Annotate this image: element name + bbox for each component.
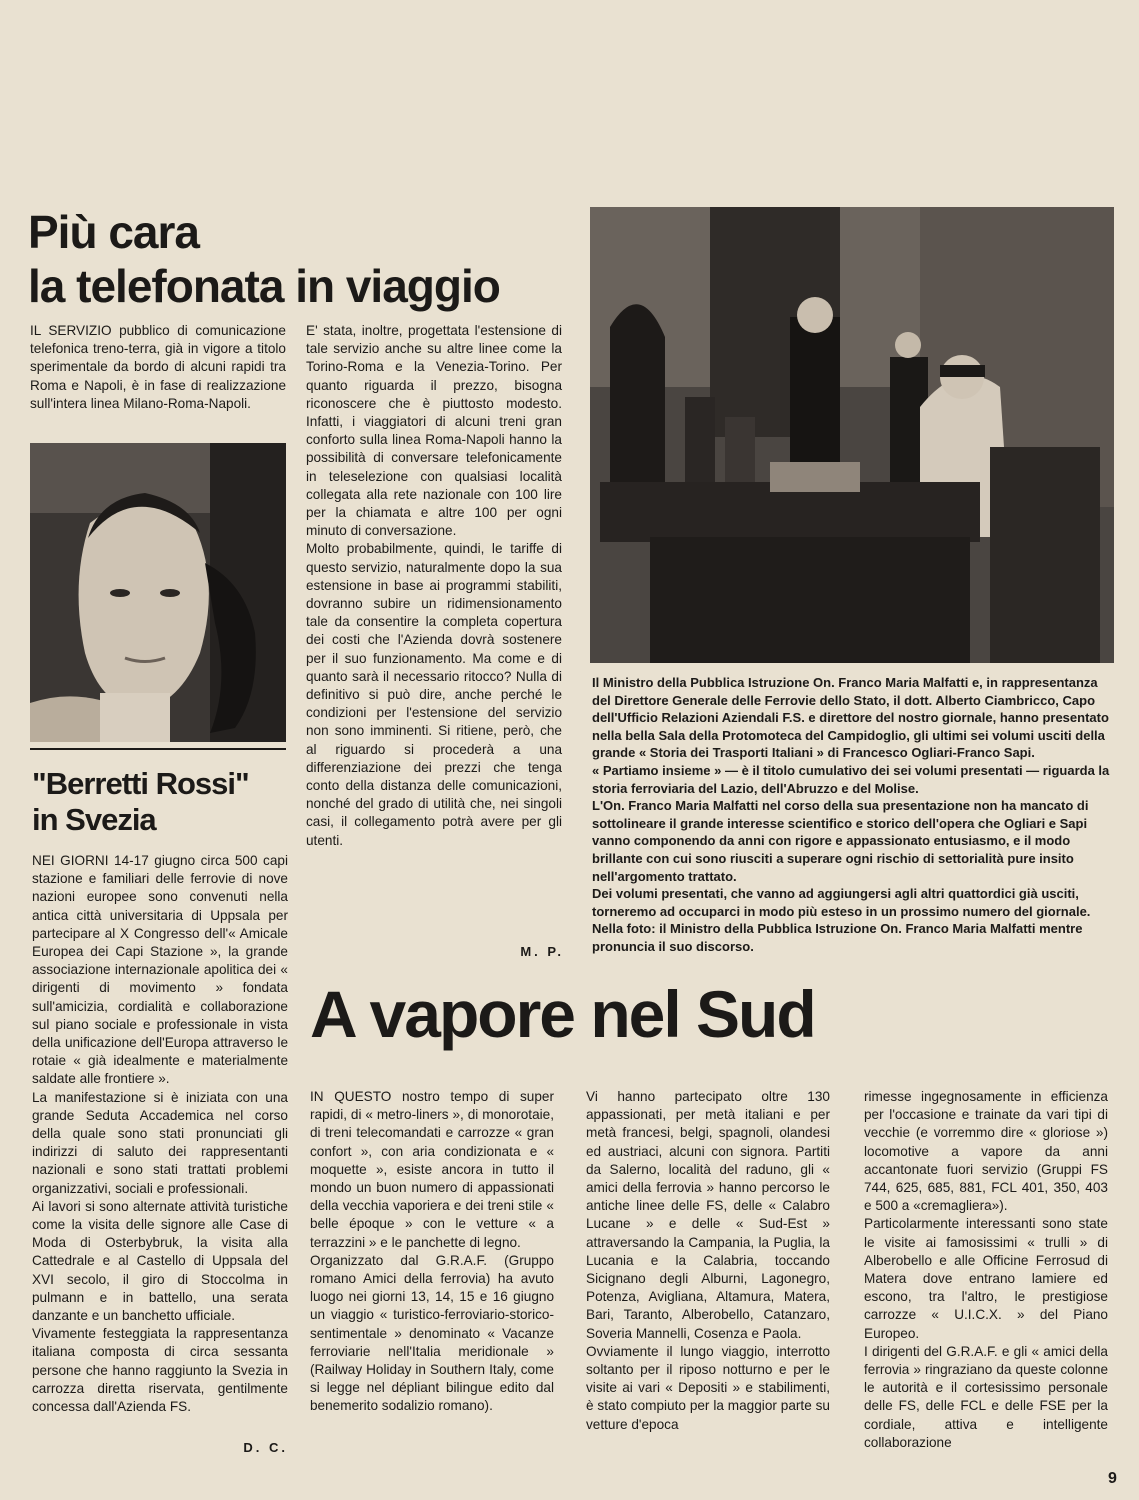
phone-man-illustration — [30, 443, 286, 742]
ceremony-illustration — [590, 207, 1114, 663]
article1-paragraph: E' stata, inoltre, progettata l'estensione di tale servizio anche su altre linee come la Torino-Roma e la Venezia-Torino. Per quanto riguarda il prezzo, bisogna riconoscere che è piuttosto modesto. Infatti, i viaggiatori di alcuni treni gran conforto sulla linea Roma-Napoli hanno la possibilità di conversare telefonicamente in teleselezione con qualsiasi località collegata alla rete nazionale con 100 lire per la chiamata e altre 100 per ogni minuto di conversazione. — [306, 323, 562, 539]
article2-paragraph: La manifestazione si è iniziata con una grande Seduta Accademica nel corso della quale sono stati pronunciati gli indirizzi di saluto dei rappresentanti nazionali e sono stati trattati problemi organizzativi, sociali e professionali. — [32, 1089, 288, 1196]
ceremony-caption — [592, 674, 1120, 956]
caption-paragraph: L'On. Franco Maria Malfatti nel corso della sua presentazione non ha mancato di sottolineare il grande interesse scientifico e storico dell'opera che Ogliari e Sapi vanno componendo da anni con rigore e appassionato entusiasmo, e il modo brillante con cui sono riusciti a superare ogni rischio di settorialità pure insito nell'argomento trattato. — [592, 798, 1089, 884]
article3-paragraph: Particolarmente interessanti sono state le visite ai famosissimi « trulli » di Alberobello e alle Officine Ferrosud di Matera dove entrano lamiere ed escono, tra l'altro, le prestigiose carrozze « U.I.C.X. » del Piano Europeo. — [864, 1216, 1108, 1341]
article2-body — [32, 852, 288, 1416]
article2-signature: D. C. — [243, 1440, 288, 1455]
article2-title-line2: in Svezia — [32, 802, 156, 837]
caption-paragraph: Il Ministro della Pubblica Istruzione On. Franco Maria Malfatti e, in rappresentanza del Direttore Generale delle Ferrovie dello Stato, il dott. Alberto Ciambricco, Capo dell'Ufficio Relazioni Aziendali F.S. e direttore del nostro giornale, hanno presentato nella bella Sala della Protomoteca del Campidoglio, gli ultimi sei volumi usciti della grande « Storia dei Trasporti Italiani » di Francesco Ogliari-Franco Sapi. — [592, 675, 1109, 761]
article3-paragraph: Vi hanno partecipato oltre 130 appassionati, per metà italiani e per metà francesi, belgi, spagnoli, olandesi ed austriaci, alcuni con signora. Partiti da Salerno, località del raduno, gli « amici della ferrovia » hanno percorso le antiche linee delle FS, delle « Calabro Lucane » e delle « Sud-Est » attraversando la Campania, la Puglia, la Lucania e la Calabria, toccando Sicignano degli Alburni, Lagonegro, Potenza, Avigliana, Altamura, Matera, Bari, Taranto, Alberobello, Catanzaro, Soveria Mannelli, Cosenza e Paola. — [586, 1089, 830, 1341]
article3-column1 — [310, 1088, 554, 1416]
article2-paragraph: NEI GIORNI 14-17 giugno circa 500 capi stazione e familiari delle ferrovie di nove nazioni europee sono convenuti nella antica città universitaria di Uppsala per partecipare al X Congresso dell'« Amicale Europea dei Capi Stazione », la grande associazione internazionale apolitica dei « dirigenti di movimento » fondata sull'amicizia, cordialità e collaborazione sul piano sociale e professionale in vista della unificazione dell'Europa attraverso le rotaie « già idealmente e materialmente saldate alle frontiere ». — [32, 853, 288, 1087]
article3-paragraph: I dirigenti del G.R.A.F. e gli « amici della ferrovia » ringraziano da queste colonne le autorità e il cortesissimo personale delle FS, delle FCL e delle FSE per la cordiale, attiva e intelligente collaborazione — [864, 1343, 1108, 1450]
article1-title-line1: Più cara — [28, 206, 199, 258]
caption-paragraph: « Partiamo insieme » — è il titolo cumulativo dei sei volumi presentati — riguarda la storia ferroviaria del Lazio, dell'Abruzzo e del Molise. — [592, 762, 1110, 796]
page-number: 9 — [1108, 1470, 1117, 1487]
article2-paragraph: Ai lavori si sono alternate attività turistiche come la visita delle signore alle Case di Moda di Osterbybruk, la visita alla Cattedrale e al Castello di Uppsala del XVI secolo, il giro di Stoccolma in pulmann e in battello, una serata danzante e un banchetto ufficiale. — [32, 1198, 288, 1324]
article3-title: A vapore nel Sud — [310, 977, 815, 1051]
article1-column2 — [306, 322, 562, 850]
article3-paragraph: Organizzato dal G.R.A.F. (Gruppo romano Amici della ferrovia) ha avuto luogo nei giorni 13, 14, 15 e 16 giugno un viaggio « turistico-ferroviario-storico-sentimentale » denominato « Vacanze ferroviarie nell'Italia meridionale » (Railway Holiday in Southern Italy, come si legge nel dépliant bilingue edito dal benemerito sodalizio romano). — [310, 1252, 554, 1414]
article3-paragraph: rimesse ingegnosamente in efficienza per l'occasione e trainate da vari tipi di vecchie (e vorremmo dire « gloriose ») locomotive a vapore da anni accantonate fuori servizio (Gruppi FS 744, 625, 685, 881, FCL 401, 350, 403 e 500 a «cremagliera»). — [864, 1089, 1108, 1214]
caption-paragraph: Nella foto: il Ministro della Pubblica Istruzione On. Franco Maria Malfatti mentre pronuncia il suo discorso. — [592, 921, 1083, 954]
phone-man-photo — [30, 443, 286, 742]
article1-paragraph: Molto probabilmente, quindi, le tariffe di questo servizio, naturalmente dopo la sua estensione in base ai programmi stabiliti, dovranno subire un ridimensionamento tale da consentire la completa copertura dei costi che l'Azienda dovrà sostenere per il suo funzionamento. Ma come e di quanto sarà il necessario ritocco? Nulla di definitivo si può dire, anche perché le condizioni per l'estensione del servizio non sono imminenti. Si ritiene, però, che al riguardo si procederà a una differenziazione dei prezzi che tenga conto della distanza delle comunicazioni, nonché del grado di utilità che, nei singoli casi, il collegamento potrà avere per gli utenti. — [306, 541, 562, 848]
article2-title-line1: "Berretti Rossi" — [32, 766, 249, 801]
article1-title-line2: la telefonata in viaggio — [28, 260, 500, 312]
section-divider — [30, 748, 286, 750]
caption-paragraph: Dei volumi presentati, che vanno ad aggiungersi agli altri quattordici già usciti, torneremo ad occuparci in modo più esteso in un prossimo numero del giornale. — [592, 886, 1091, 919]
article2-paragraph: Vivamente festeggiata la rappresentanza italiana composta di circa sessanta persone che hanno raggiunto la Svezia in carrozza diretta riservata, gentilmente concessa dall'Azienda FS. — [32, 1326, 288, 1415]
article1-signature: M. P. — [520, 944, 564, 959]
article3-column3 — [864, 1088, 1108, 1452]
ceremony-photo — [590, 207, 1114, 663]
article3-paragraph: IN QUESTO nostro tempo di super rapidi, di « metro-liners », di monorotaie, di treni telecomandati e carrozze « gran confort », con aria condizionata e « moquette », esiste ancora in tutto il mondo un buon numero di appassionati della vecchia vaporiera e dei treni stile « belle époque » con le vetture « a terrazzini » e le panchette di legno. — [310, 1089, 554, 1250]
article3-paragraph: Ovviamente il lungo viaggio, interrotto soltanto per il riposo notturno e per le visite ai vari « Depositi » e stabilimenti, è stato compiuto per la maggior parte su vetture d'epoca — [586, 1343, 830, 1432]
article3-column2 — [586, 1088, 830, 1434]
article1-intro: IL SERVIZIO pubblico di comunicazione telefonica treno-terra, già in vigore a titolo sperimentale da bordo di alcuni rapidi tra Roma e Napoli, è in fase di realizzazione sull'intera linea Milano-Roma-Napoli. — [30, 323, 286, 411]
